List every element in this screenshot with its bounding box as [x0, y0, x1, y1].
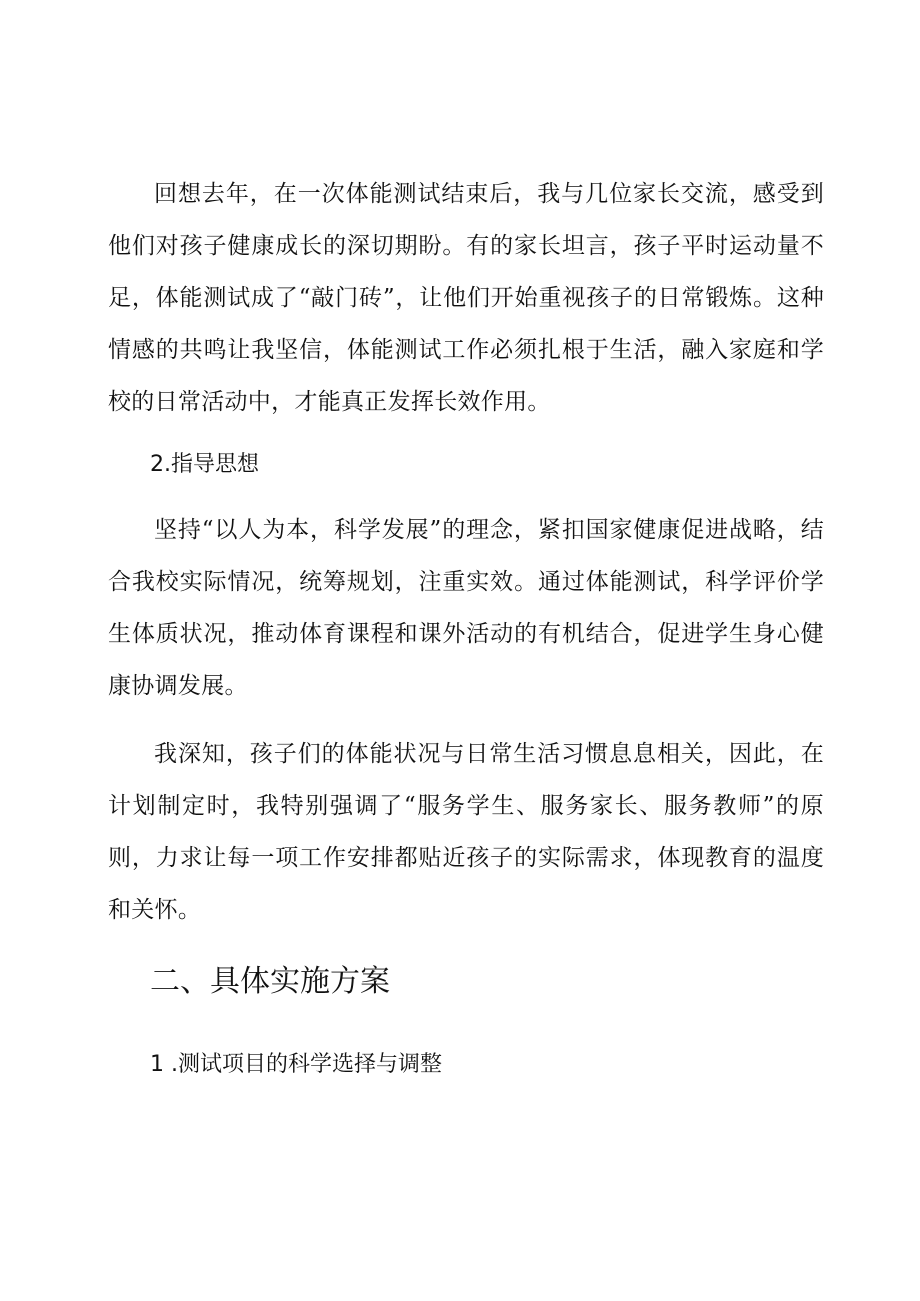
heading-implementation-plan: 二、具体实施方案: [150, 964, 390, 999]
paragraph-parent-communication: 回想去年，在一次体能测试结束后，我与几位家长交流，感受到他们对孩子健康成长的深切期盼。有的家长坦言，孩子平时运动量不足，体能测试成了“敲门砖”，让他们开始重视孩子的日常锻炼。这种情感的共鸣让我坚信，体能测试工作必须扎根于生活，融入家庭和学校的日常活动中，才能真正发挥长效作用。: [108, 181, 824, 415]
heading-guiding-thought: 2.指导思想: [150, 452, 259, 477]
paragraph-guiding-principle: 坚持“以人为本，科学发展”的理念，紧扣国家健康促进战略，结合我校实际情况，统筹规划，注重实效。通过体能测试，科学评价学生体质状况，推动体育课程和课外活动的有机结合，促进学生身心健康协调发展。: [108, 517, 824, 699]
heading-test-item-selection: 1 .测试项目的科学选择与调整: [150, 1052, 442, 1077]
paragraph-service-principle: 我深知，孩子们的体能状况与日常生活习惯息息相关，因此，在计划制定时，我特别强调了“服务学生、服务家长、服务教师”的原则，力求让每一项工作安排都贴近孩子的实际需求，体现教育的温度和关怀。: [108, 741, 824, 923]
